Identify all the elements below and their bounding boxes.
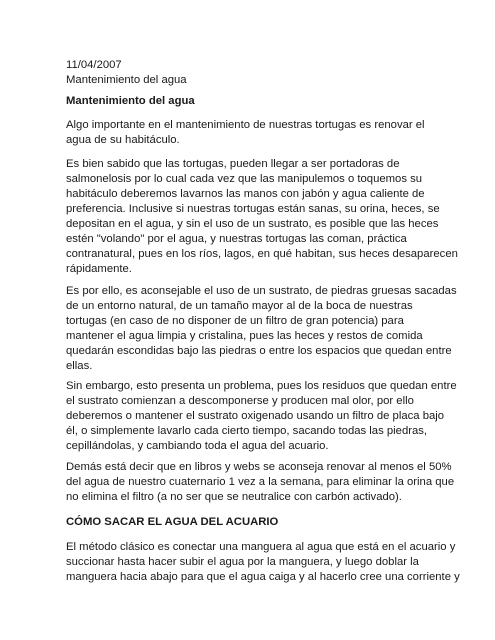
text-line: habitáculo deberemos lavarnos las manos con jabón y agua caliente de: [66, 188, 425, 200]
paragraph-salmonelosis: [66, 157, 458, 277]
text-line: El método clásico es conectar una manguera al agua que está en el acuario y: [66, 541, 456, 553]
text-line: Es por ello, es aconsejable el uso de un sustrato, de piedras gruesas sacadas: [66, 285, 457, 297]
text-line: rápidamente.: [66, 263, 132, 275]
text-line: preferencia. Inclusive si nuestras tortugas están sanas, su orina, heces, se: [66, 203, 440, 215]
section-heading-secondary: CÓMO SACAR EL AGUA DEL ACUARIO: [66, 516, 279, 528]
paragraph-intro: [66, 118, 431, 148]
paragraph-renovar: [66, 460, 455, 505]
paragraph-problema: [66, 379, 457, 454]
text-line: estén "volando" por el agua, y nuestras tortugas las coman, práctica: [66, 233, 407, 245]
text-line: ellas.: [66, 360, 93, 372]
text-line: Algo importante en el mantenimiento de nuestras tortugas es renovar el: [66, 119, 425, 131]
document-date: 11/04/2007: [66, 59, 122, 71]
paragraph-metodo: [66, 540, 460, 585]
text-line: tortugas (en caso de no disponer de un filtro de gran potencia) para: [66, 315, 404, 327]
text-line: él, o simplemente lavarlo cada cierto tiempo, sacando todas las piedras,: [66, 425, 428, 437]
text-line: salmonelosis por lo cual cada vez que las manipulemos o toquemos su: [66, 173, 423, 185]
text-line: succionar hasta hacer subir el agua por la manguera, y luego doblar la: [66, 556, 419, 568]
section-heading: Mantenimiento del agua: [66, 95, 195, 107]
text-line: de un entorno natural, de un tamaño mayor al de la boca de nuestras: [66, 300, 413, 312]
text-line: el sustrato comienzan a descomponerse y producen mal olor, por ello: [66, 395, 414, 407]
text-line: del agua de nuestro cuaternario 1 vez a la semana, para eliminar la orina que: [66, 476, 455, 488]
text-line: depositan en el agua, y sin el uso de un sustrato, es posible que las heces: [66, 218, 439, 230]
text-line: Es bien sabido que las tortugas, pueden llegar a ser portadoras de: [66, 158, 400, 170]
text-line: deberemos o mantener el sustrato oxigenado usando un filtro de placa bajo: [66, 410, 445, 422]
document-subtitle: Mantenimiento del agua: [66, 74, 187, 86]
paragraph-sustrato: [66, 284, 457, 374]
text-line: no elimina el filtro (a no ser que se neutralice con carbón activado).: [66, 491, 402, 503]
text-line: quedarán escondidas bajo las piedras o entre los espacios que quedan entre: [66, 345, 452, 357]
text-line: contranatural, pues en los ríos, lagos, en qué habitan, sus heces desaparecen: [66, 248, 458, 260]
text-line: Demás está decir que en libros y webs se aconseja renovar al menos el 50%: [66, 461, 452, 473]
text-line: Sin embargo, esto presenta un problema, pues los residuos que quedan entre: [66, 380, 457, 392]
text-line: cepillándolas, y cambiando toda el agua del acuario.: [66, 440, 329, 452]
text-line: agua de su habitáculo.: [66, 134, 180, 146]
text-line: manguera hacia abajo para que el agua caiga y al hacerlo cree una corriente y: [66, 571, 460, 583]
text-line: mantener el agua limpia y cristalina, pues las heces y restos de comida: [66, 330, 423, 342]
